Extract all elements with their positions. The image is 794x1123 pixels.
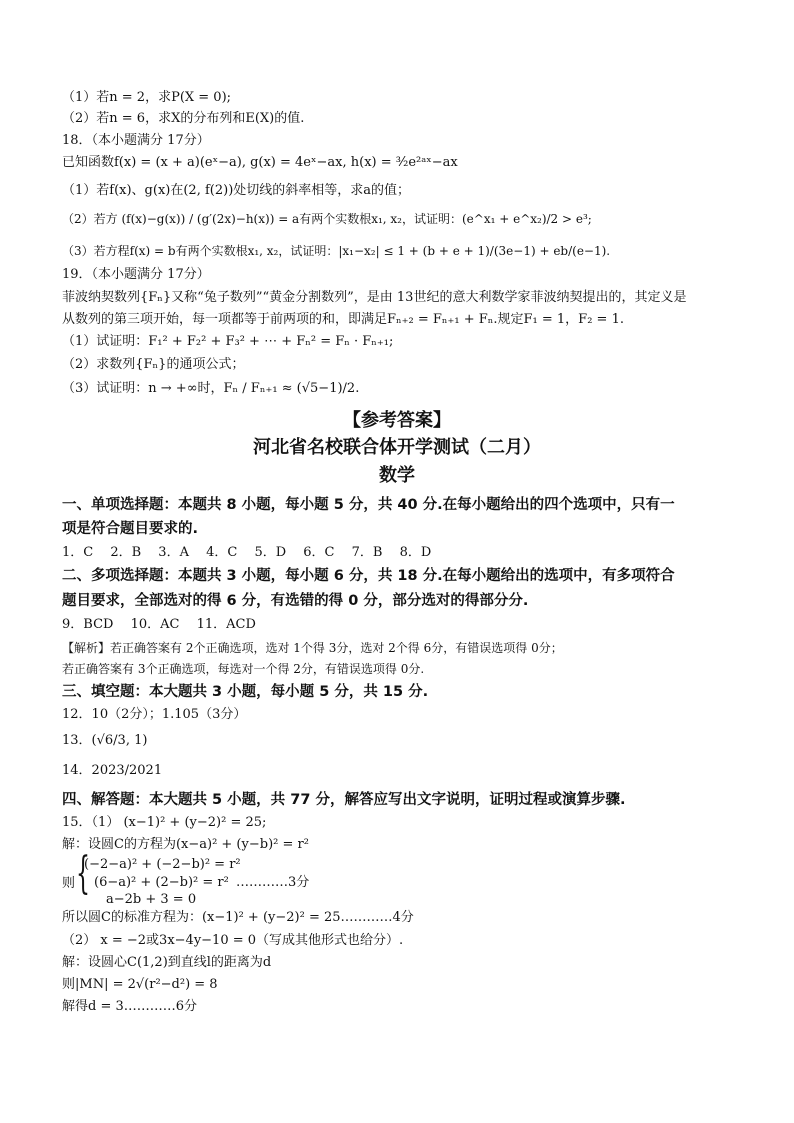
p18-stem: 已知函数f(x) = (x + a)(eˣ−a), g(x) = 4eˣ−ax, h(x) = ³⁄₂e²ᵃˣ−ax	[62, 155, 458, 170]
section-3-heading: 三、填空题：本大题共 3 小题，每小题 5 分，共 15 分.	[62, 684, 429, 700]
system-score: …………3分	[236, 875, 310, 890]
section-1-heading-line-2: 项是符合题目要求的.	[62, 521, 199, 537]
p19-stem-line-1: 菲波纳契数列{Fₙ}又称“兔子数列”“黄金分割数列”，是由 13世纪的意大利数学家菲波纳契提出的，其定义是	[62, 290, 687, 305]
solution-standard-equation: 所以圆C的标准方程为：(x−1)² + (y−2)² = 25…………4分	[62, 910, 414, 925]
single-choice-answers: 1．C 2．B 3．A 4．C 5．D 6．C 7．B 8．D	[62, 545, 432, 560]
solution-distance-result: 解得d = 3…………6分	[62, 999, 198, 1014]
system-brace-icon: {	[76, 848, 90, 899]
system-then-label: 则	[62, 876, 76, 891]
p19-stem-line-2: 从数列的第三项开始，每一项都等于前两项的和，即满足Fₙ₊₂ = Fₙ₊₁ + Fₙ.规定F₁ = 1，F₂ = 1.	[62, 312, 624, 327]
reference-answer-heading: 【参考答案】	[343, 410, 451, 431]
p18-question-3: （3）若方程f(x) = b有两个实数根x₁, x₂，试证明：|x₁−x₂| ≤ 1 + (b + e + 1)/(3e−1) + eb/(e−1).	[62, 244, 611, 258]
answer-15-part-1: 15．（1） (x−1)² + (y−2)² = 25;	[62, 815, 267, 830]
solution-distance-setup: 解：设圆心C(1,2)到直线l的距离为d	[62, 955, 272, 970]
section-4-heading: 四、解答题：本大题共 5 小题，共 77 分，解答应写出文字说明，证明过程或演算步骤.	[62, 792, 626, 808]
section-2-heading-line-1: 二、多项选择题：本题共 3 小题，每小题 6 分，共 18 分.在每小题给出的选项中，有多项符合	[62, 568, 675, 584]
p19-heading: 19．（本小题满分 17分）	[62, 267, 210, 282]
p18-heading: 18．（本小题满分 17分）	[62, 133, 210, 148]
p17-question-2: （2）若n = 6，求X的分布列和E(X)的值.	[62, 111, 305, 126]
answer-12: 12．10（2分）；1.105（3分）	[62, 707, 247, 722]
system-equation-1: (−2−a)² + (−2−b)² = r²	[84, 857, 241, 872]
p19-question-3: （3）试证明：n → +∞时，Fₙ / Fₙ₊₁ ≈ (√5−1)/2.	[62, 381, 360, 396]
subject-title: 数学	[379, 465, 415, 486]
answer-15-part-2: （2） x = −2或3x−4y−10 = 0（写成其他形式也给分）.	[62, 933, 404, 948]
solution-circle-equation: 解：设圆C的方程为(x−a)² + (y−b)² = r²	[62, 837, 309, 852]
p19-question-1: （1）试证明：F₁² + F₂² + F₃² + ⋯ + Fₙ² = Fₙ · Fₙ₊₁;	[62, 334, 394, 349]
section-1-heading-line-1: 一、单项选择题：本题共 8 小题，每小题 5 分，共 40 分.在每小题给出的四个选项中，只有一	[62, 497, 675, 513]
solution-chord-length: 则|MN| = 2√(r²−d²) = 8	[62, 977, 218, 992]
multi-choice-note-2: 若正确答案有 3个正确选项，每选对一个得 2分，有错误选项得 0分.	[62, 662, 425, 676]
p19-question-2: （2）求数列{Fₙ}的通项公式；	[62, 357, 245, 372]
p18-question-1: （1）若f(x)、g(x)在(2, f(2))处切线的斜率相等，求a的值；	[62, 183, 411, 198]
answer-key-title: 河北省名校联合体开学测试（二月）	[253, 437, 541, 458]
p17-question-1: （1）若n = 2，求P(X = 0);	[62, 90, 232, 105]
p18-question-2: （2）若方 (f(x)−g(x)) / (g′(2x)−h(x)) = a有两个实数根x₁, x₂，试证明：(e^x₁ + e^x₂)/2 > e³;	[62, 212, 592, 226]
answer-14: 14．2023/2021	[62, 763, 163, 778]
multi-choice-answers: 9．BCD 10．AC 11．ACD	[62, 617, 256, 632]
system-equation-2: (6−a)² + (2−b)² = r²	[94, 875, 229, 890]
system-equation-3: a−2b + 3 = 0	[106, 892, 197, 907]
section-2-heading-line-2: 题目要求，全部选对的得 6 分，有选错的得 0 分，部分选对的得部分分.	[62, 593, 529, 609]
answer-13: 13．(√6/3, 1)	[62, 733, 148, 748]
multi-choice-note-1: 【解析】若正确答案有 2个正确选项，选对 1个得 3分，选对 2个得 6分，有错误选项得 0分；	[62, 641, 563, 655]
